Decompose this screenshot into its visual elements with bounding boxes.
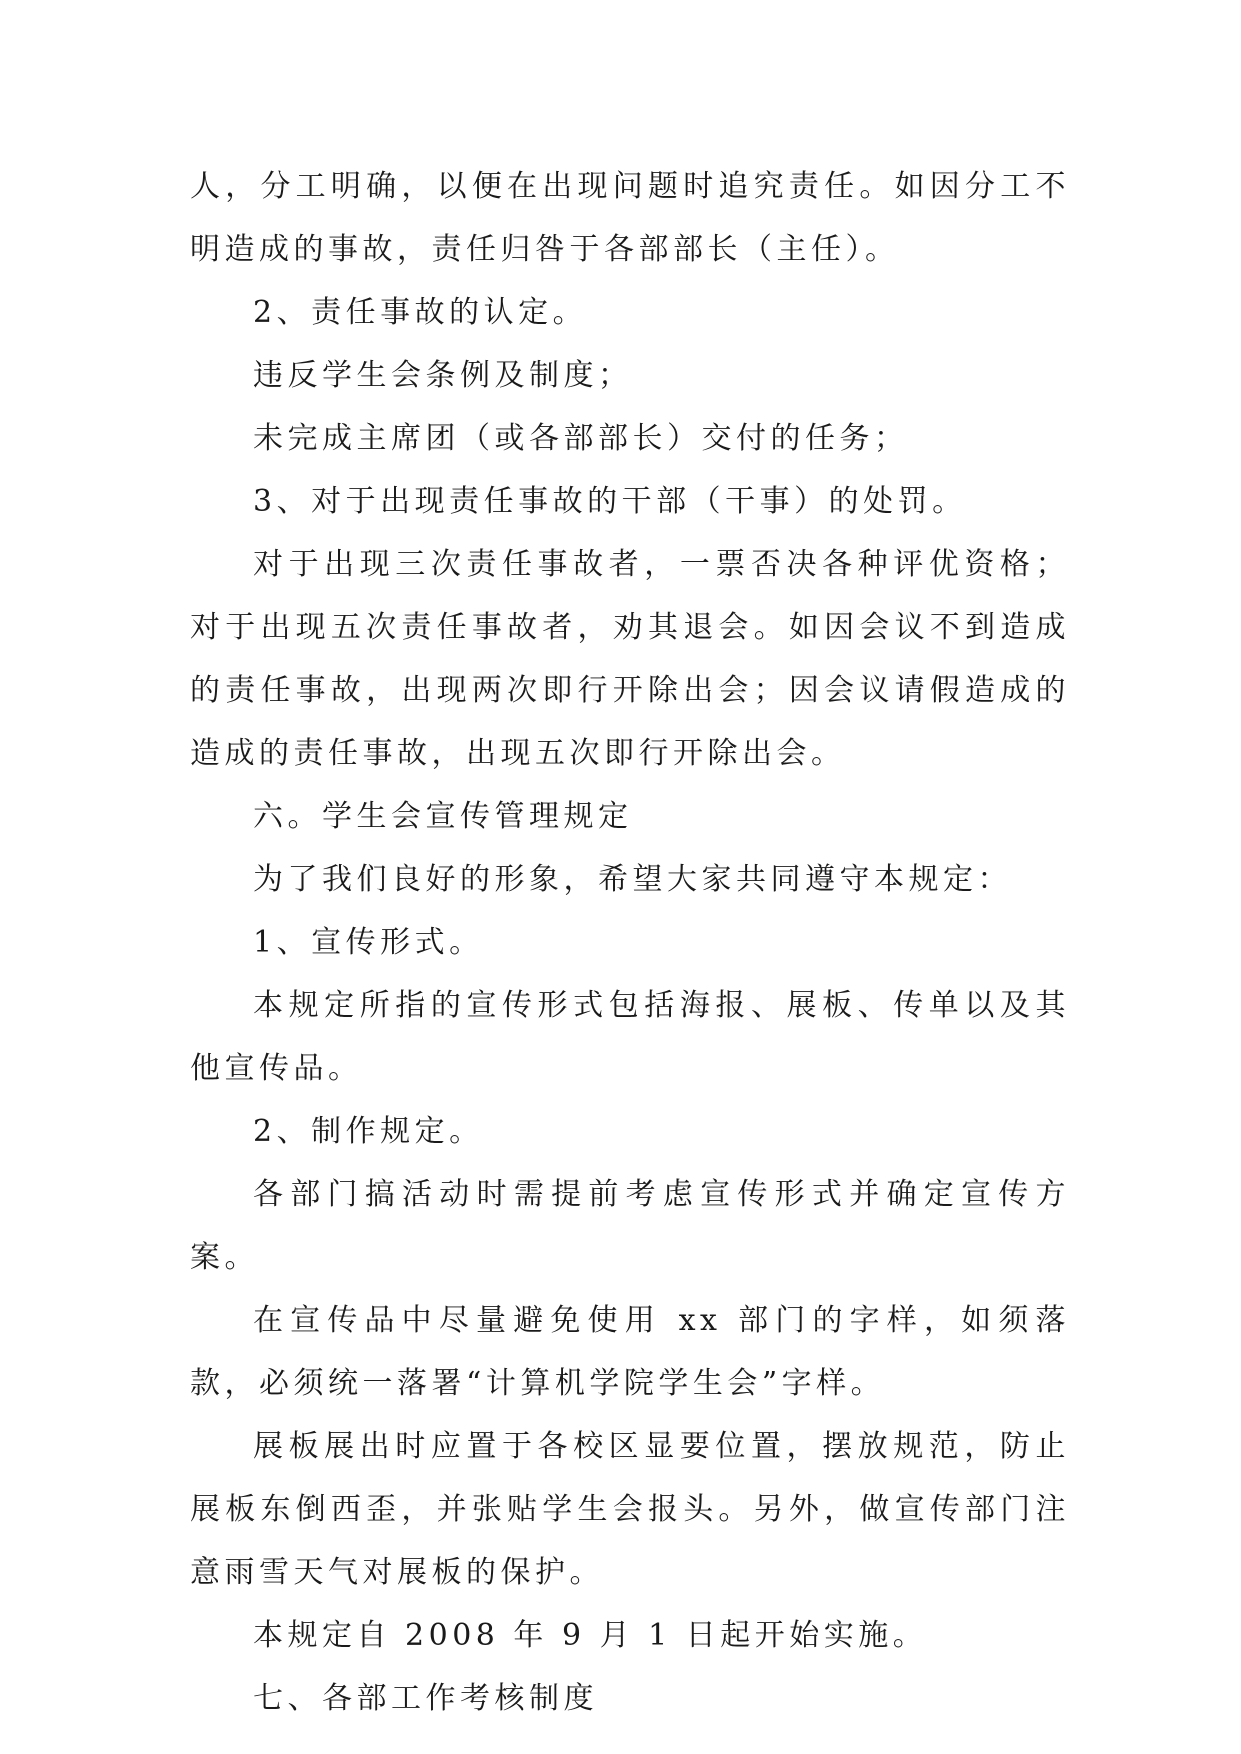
document-body [190,155,1070,1730]
paragraph-production-rules-heading: 2、制作规定。 [253,1114,484,1149]
paragraph-display-board-rules: 展板展出时应置于各校区显要位置，摆放规范，防止展板东倒西歪，并张贴学生会报头。另外，做宣传部门注意雨雪天气对展板的保护。 [190,1429,1070,1590]
section-heading-publicity-rules: 六。学生会宣传管理规定 [253,799,633,834]
section-heading-assessment-system: 七、各部工作考核制度 [253,1681,598,1716]
paragraph-publicity-form-heading: 1、宣传形式。 [253,925,484,960]
paragraph-signature-rules: 在宣传品中尽量避免使用 xx 部门的字样，如须落款，必须统一落署“计算机学院学生会”字样。 [190,1303,1070,1401]
paragraph-publicity-intro: 为了我们良好的形象，希望大家共同遵守本规定： [253,862,1012,897]
paragraph-effective-date: 本规定自 2008 年 9 月 1 日起开始实施。 [253,1618,928,1653]
paragraph-punishment-heading: 3、对于出现责任事故的干部（干事）的处罚。 [253,484,967,519]
paragraph-publicity-form-details: 本规定所指的宣传形式包括海报、展板、传单以及其他宣传品。 [190,988,1070,1086]
paragraph-violation-rules: 违反学生会条例及制度； [253,358,633,393]
paragraph-incomplete-tasks: 未完成主席团（或各部部长）交付的任务； [253,421,909,456]
paragraph-production-planning: 各部门搞活动时需提前考虑宣传形式并确定宣传方案。 [190,1177,1070,1275]
paragraph-accident-determination-heading: 2、责任事故的认定。 [253,295,588,330]
paragraph-punishment-details: 对于出现三次责任事故者，一票否决各种评优资格；对于出现五次责任事故者，劝其退会。如因会议不到造成的责任事故，出现两次即行开除出会；因会议请假造成的造成的责任事故，出现五次即行开除出会。 [190,547,1070,771]
paragraph-responsibility-division: 人，分工明确，以便在出现问题时追究责任。如因分工不明造成的事故，责任归咎于各部部长（主任）。 [190,169,1070,267]
